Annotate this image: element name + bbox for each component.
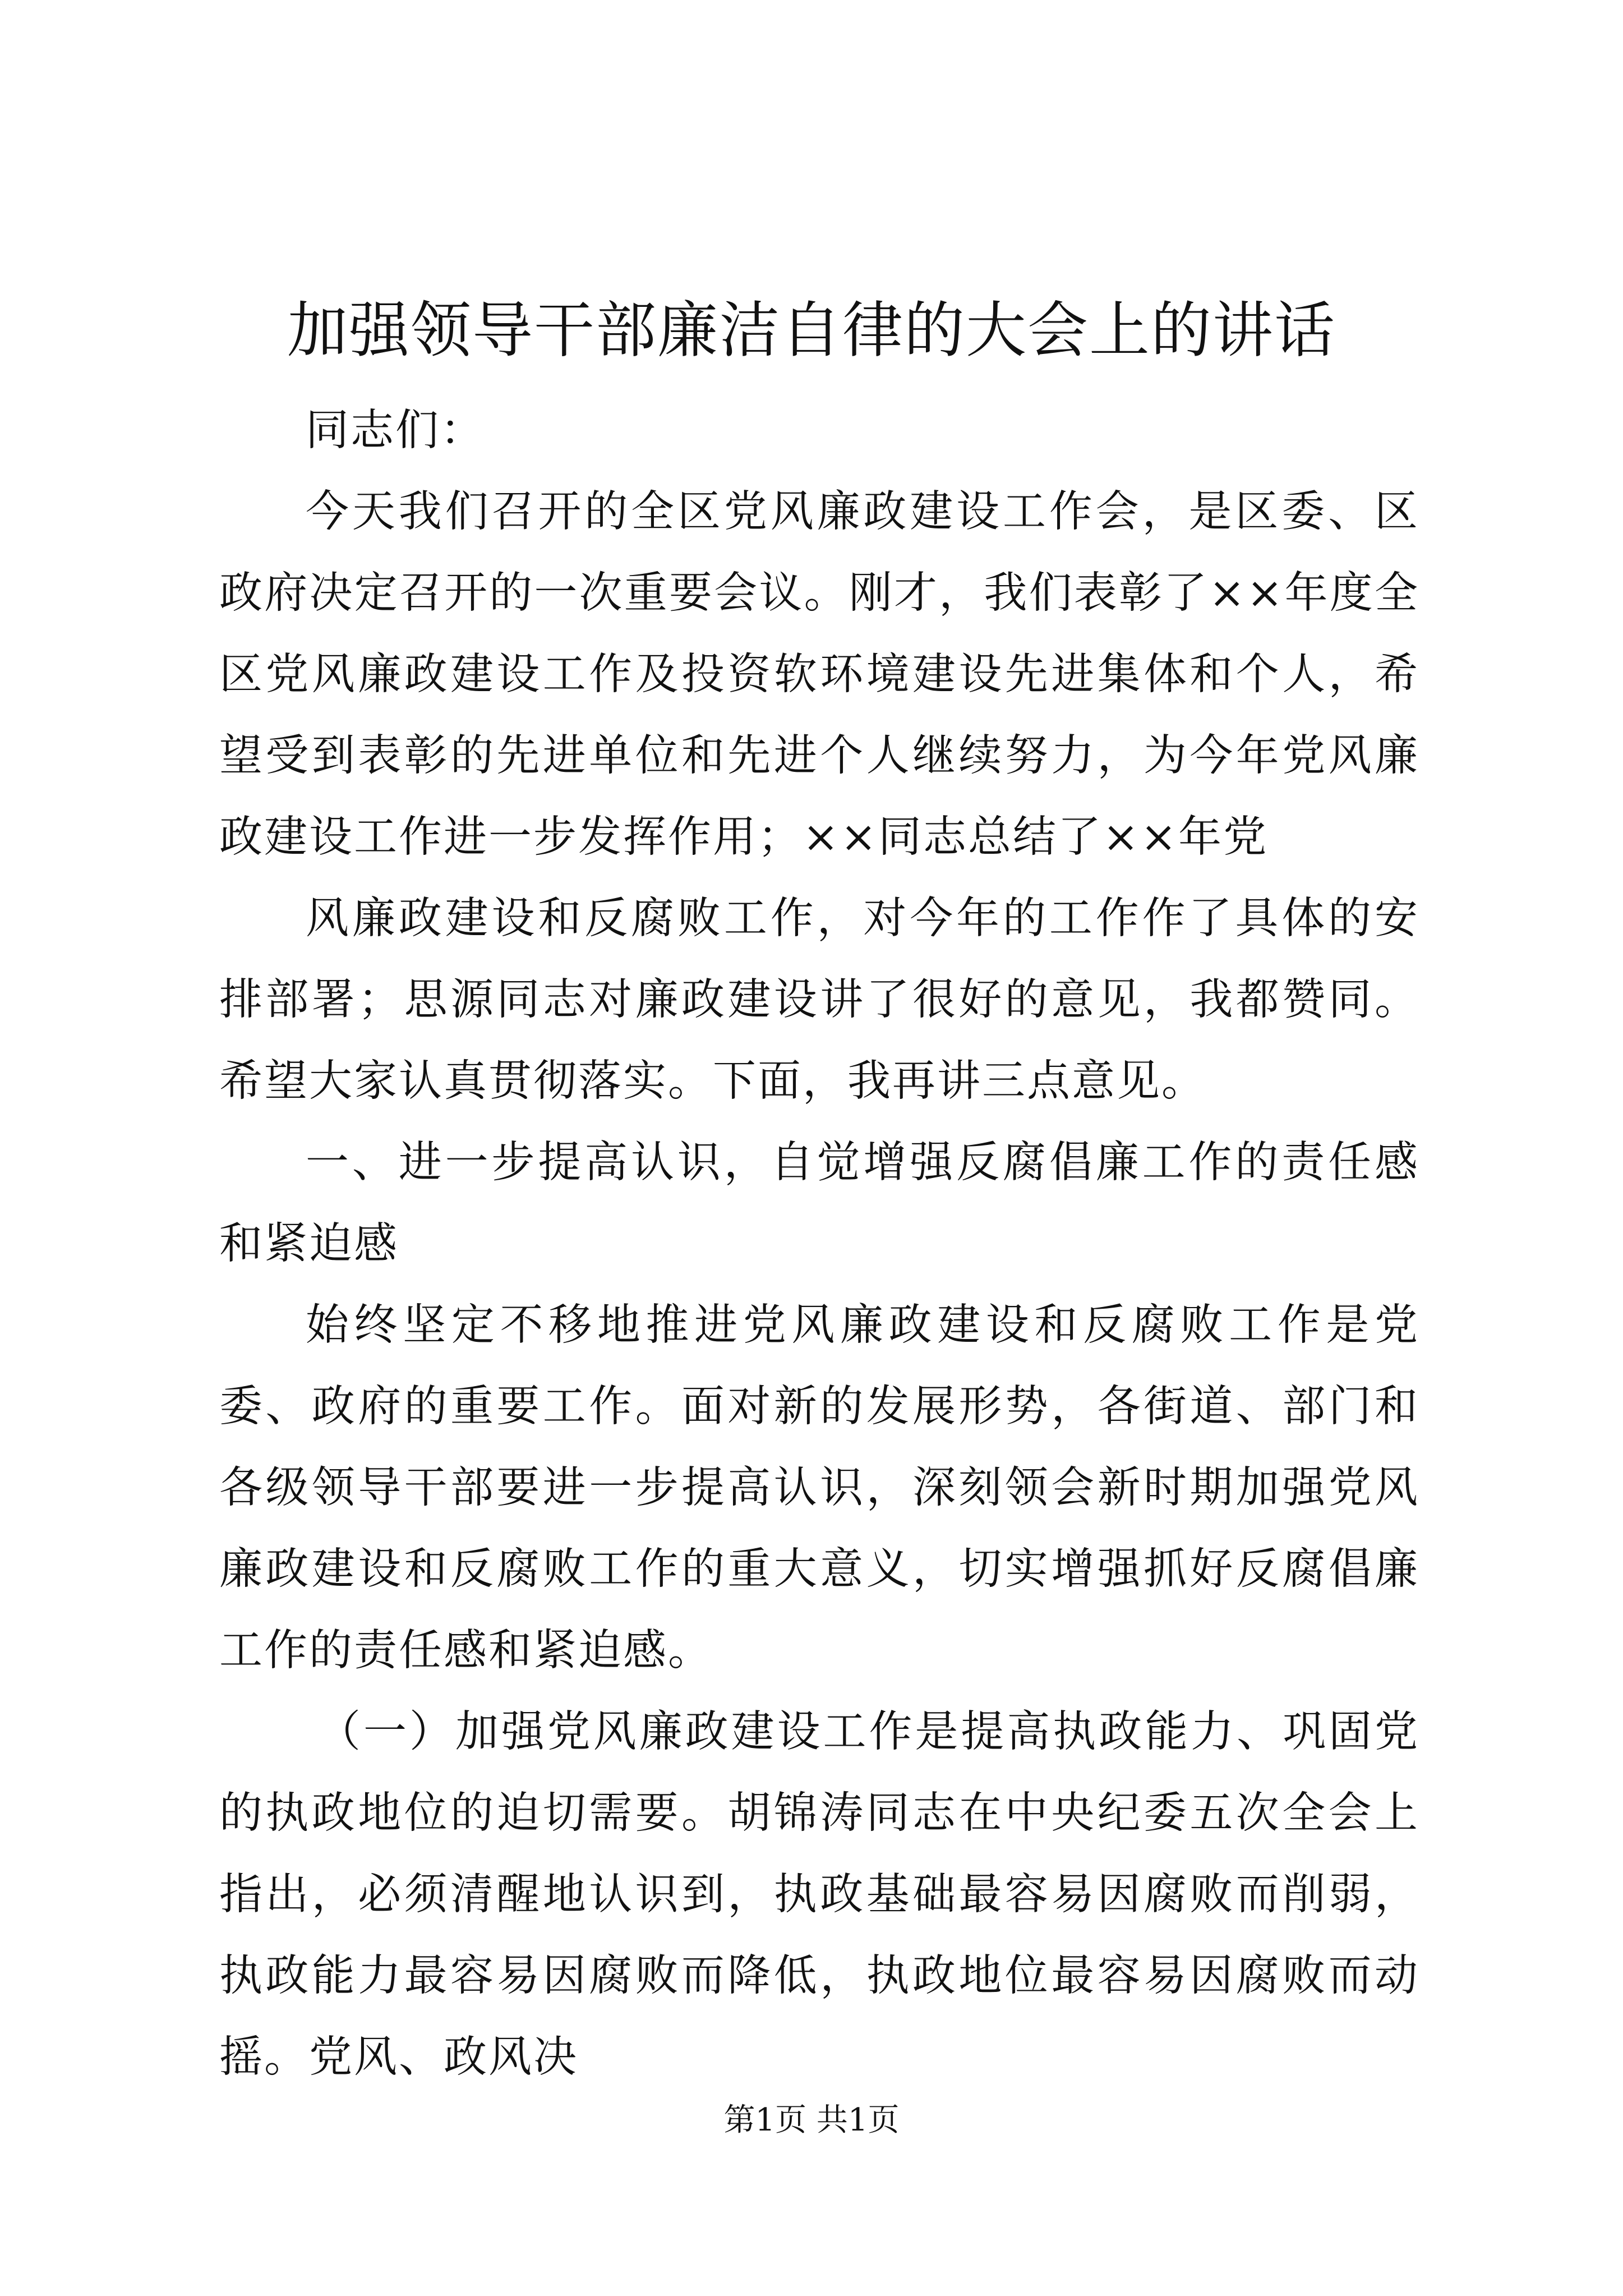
page-footer: 第1页 共1页 xyxy=(723,2102,900,2138)
paragraph-opening: 今天我们召开的全区党风廉政建设工作会，是区委、区政府决定召开的一次重要会议。刚才，我们表彰了××年度全区党风廉政建设工作及投资软环境建设先进集体和个人，希望受到表彰的先进单位和先进个人继续努力，为今年党风廉政建设工作进一步发挥作用；××同志总结了××年党 xyxy=(219,487,1419,862)
section-heading-1: 一、进一步提高认识，自觉增强反腐倡廉工作的责任感和紧迫感 xyxy=(219,1138,1419,1269)
paragraph-section-1: 始终坚定不移地推进党风廉政建设和反腐败工作是党委、政府的重要工作。面对新的发展形势，各街道、部门和各级领导干部要进一步提高认识，深刻领会新时期加强党风廉政建设和反腐败工作的重大意义，切实增强抓好反腐倡廉工作的责任感和紧迫感。 xyxy=(219,1300,1419,1676)
paragraph-salutation: 同志们： xyxy=(306,406,485,455)
document-title: 加强领导干部廉洁自律的大会上的讲话 xyxy=(287,296,1336,366)
paragraph-subsection-1: （一）加强党风廉政建设工作是提高执政能力、巩固党的执政地位的迫切需要。胡锦涛同志在中央纪委五次全会上指出，必须清醒地认识到，执政基础最容易因腐败而削弱，执政能力最容易因腐败而降低，执政地位最容易因腐败而动摇。党风、政风决 xyxy=(219,1707,1419,2082)
document-body xyxy=(219,390,1419,2098)
paragraph-summary: 风廉政建设和反腐败工作，对今年的工作作了具体的安排部署；思源同志对廉政建设讲了很好的意见，我都赞同。希望大家认真贯彻落实。下面，我再讲三点意见。 xyxy=(219,894,1419,1106)
